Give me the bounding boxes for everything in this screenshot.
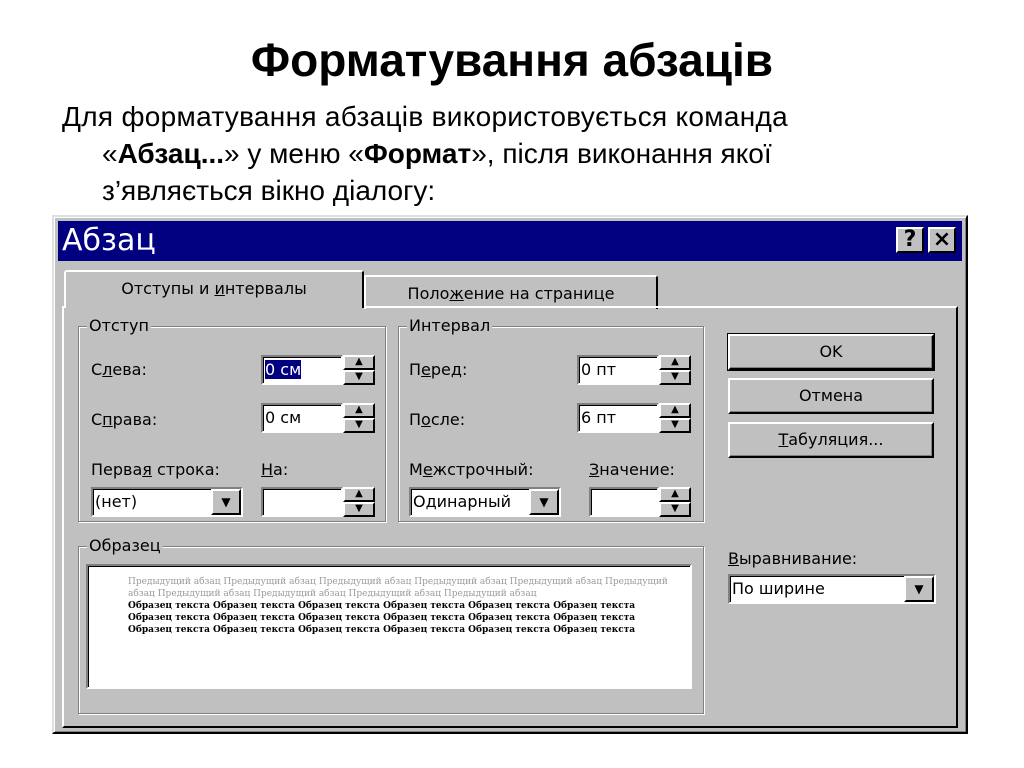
slide-title: Форматування абзаців [250,34,774,86]
dialog-titlebar[interactable] [58,221,962,261]
spin-up-icon[interactable]: ▲ [659,487,691,502]
label-part: ева: [112,360,147,379]
after-label [409,409,465,431]
by-label [261,459,288,481]
alignment-label [728,548,857,570]
label-part: С [91,410,103,429]
spin-down-icon[interactable]: ▼ [659,502,691,517]
tab-page-position[interactable] [364,275,658,309]
space-after-input[interactable]: 6 пт [577,403,659,433]
at-label [589,459,675,481]
tabs-button[interactable] [728,422,934,458]
left-indent-input[interactable] [261,355,343,385]
tab-label-rest: ение на странице [463,284,615,303]
preview-group-label: Образец [89,536,161,555]
chevron-down-icon[interactable]: ▼ [211,489,241,515]
intro-text-menu: » у меню « [224,138,364,169]
before-label [409,359,467,381]
space-before-spinner[interactable] [659,355,691,385]
preview-previous-paragraph: Предыдущий абзац Предыдущий абзац Предыдущий абзац Предыдущий абзац Предыдущий абзац Предыдущий абзац Предыдущий абзац Предыдущий абзац Предыдущий абзац Предыдущий абзац [128,577,668,599]
label-accel: Н [261,460,274,479]
label-accel: е [421,360,431,379]
space-after-spinner[interactable] [659,403,691,433]
paragraph-dialog [52,215,968,734]
preview-sample-paragraph: Образец текста Образец текста Образец текста Образец текста Образец текста Образец текста Образец текста Образец текста Образец текста Образец текста Образец текста Образец текста Образец текста Образец текста Образец текста Образец текста Образец текста Образец текста [128,601,636,635]
label-part: Перва [91,460,143,479]
label-part: жстрочный: [432,460,534,479]
line-spacing-select[interactable] [409,487,561,517]
label-part: а: [273,460,289,479]
first-line-select[interactable] [91,487,243,517]
label-accel: З [589,460,600,479]
spacing-group-label: Интервал [409,316,491,335]
label-part: ред: [430,360,468,379]
tab-label-rest: нтервалы [224,279,307,298]
space-before-input[interactable]: 0 пт [577,355,659,385]
tab-label-accel: ж [449,284,464,303]
spin-up-icon[interactable]: ▲ [659,355,691,370]
line-spacing-label [409,459,533,481]
first-line-label [91,459,220,481]
chevron-down-icon[interactable]: ▼ [904,576,934,602]
left-indent-label [91,359,147,381]
label-part: С [91,360,103,379]
label-part: рава: [112,410,158,429]
intro-text-after: », після виконання якої [471,138,772,169]
intro-command-paragraph: Абзац... [117,138,225,169]
label-part: П [409,360,422,379]
slide-intro [62,98,942,209]
label-accel: п [102,410,113,429]
left-indent-spinner[interactable] [343,355,375,385]
cancel-button[interactable]: Отмена [728,378,934,414]
spin-up-icon[interactable]: ▲ [343,403,375,418]
spin-down-icon[interactable]: ▼ [659,370,691,385]
label-accel: о [421,410,431,429]
alignment-value: По ширине [732,579,825,598]
left-indent-value: 0 см [265,360,302,379]
by-input[interactable] [261,487,343,517]
label-accel: е [422,460,433,479]
intro-quote: « [102,138,118,169]
indent-group [78,316,386,522]
tab-label-accel: и [214,279,225,298]
label-accel: В [728,549,739,568]
indent-group-label: Отступ [89,316,149,335]
line-spacing-value: Одинарный [413,492,511,511]
by-spinner[interactable] [343,487,375,517]
close-button[interactable]: × [928,227,956,253]
label-accel: я [142,460,152,479]
tab-label: Отступы и [121,279,215,298]
spin-down-icon[interactable]: ▼ [343,370,375,385]
label-part: абуляция... [788,430,884,449]
label-part: ыравнивание: [738,549,858,568]
label-part: сле: [430,410,466,429]
spacing-group [398,316,704,522]
label-part: строка: [151,460,220,479]
intro-menu-format: Формат [363,138,472,169]
first-line-value: (нет) [95,492,138,511]
tab-indents-spacing[interactable] [64,270,364,308]
spin-down-icon[interactable]: ▼ [659,418,691,433]
label-accel: Т [778,430,789,449]
alignment-select[interactable] [728,574,936,604]
at-input[interactable] [589,487,659,517]
right-indent-label [91,409,157,431]
chevron-down-icon[interactable]: ▼ [529,489,559,515]
ok-button[interactable]: OK [728,334,934,370]
spin-up-icon[interactable]: ▲ [343,355,375,370]
tab-label: Поло [407,284,450,303]
spin-up-icon[interactable]: ▲ [343,487,375,502]
intro-line-3: з’являється вікно діалогу: [102,175,436,206]
help-button[interactable]: ? [896,227,924,253]
spin-up-icon[interactable]: ▲ [659,403,691,418]
right-indent-input[interactable]: 0 см [261,403,343,433]
preview-box [86,564,692,689]
intro-line-1: Для форматування абзаців використовується команда [62,101,788,132]
label-part: начение: [599,460,675,479]
intro-line-2 [62,135,942,172]
dialog-title: Абзац [62,223,156,258]
label-part: П [409,410,422,429]
spin-down-icon[interactable]: ▼ [343,418,375,433]
right-indent-spinner[interactable] [343,403,375,433]
spin-down-icon[interactable]: ▼ [343,502,375,517]
label-accel: л [102,360,113,379]
label-part: М [409,460,423,479]
at-spinner[interactable] [659,487,691,517]
